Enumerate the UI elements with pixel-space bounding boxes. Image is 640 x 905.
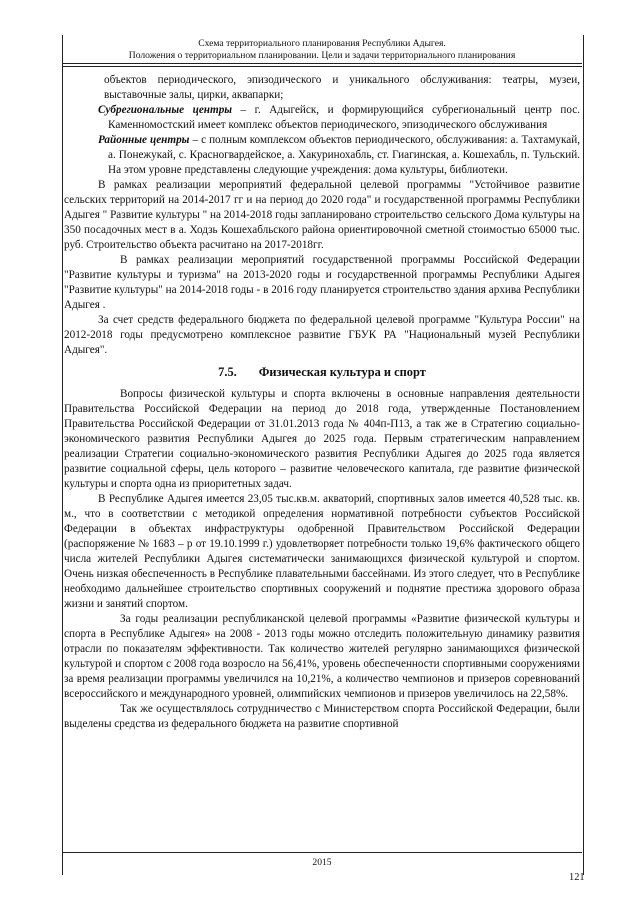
subregional-centers-term: Субрегиональные центры xyxy=(98,104,233,116)
paragraph-sport-facilities: В Республике Адыгея имеется 23,05 тыс.кв.м. акваторий, спортивных залов имеется 40,528 тыс. кв. м., что в соответствии с методикой определения нормативной потребности субъектов Российской Федерации в объектах инфраструктуры одобренной Правительством Российской Федерации (распоряжение № 1683 – р от 19.10.1999 г.) удовлетворяет потребности только 19,6% фактического общего числа жителей Республики Адыгея систематически занимающихся физической культурой и спортом. Очень низкая обеспеченность в Республике плавательными бассейнами. Из этого следует, что в Республике необходимо дальнейшее строительство спортивных сооружений и поднятие престижа здорового образа жизни и занятий спортом. xyxy=(64,493,580,610)
paragraph-state-program: В рамках реализации мероприятий государственной программы Российской Федерации "Развитие культуры и туризма" на 2013-2020 годы и государственной программы Республики Адыгея "Развитие культуры" на 2014-2018 годы - в 2016 году планируется строительство здания архива Республики Адыгея . xyxy=(64,254,580,311)
header-rule xyxy=(62,63,582,64)
paragraph-federal-budget: За счет средств федерального бюджета по федеральной целевой программе "Культура России" на 2012-2018 годы предусмотрено комплексное развитие ГБУК РА "Национальный музей Республики Адыгея". xyxy=(64,314,580,356)
footer-year: 2015 xyxy=(312,857,332,868)
district-centers-item xyxy=(64,133,580,178)
footer-rule xyxy=(62,852,582,853)
subregional-centers-text: – г. Адыгейск, и формирующийся субрегиональный центр пос. Каменномостский имеет комплекс объектов периодического, эпизодического обслуживания xyxy=(108,104,581,131)
running-header xyxy=(62,38,582,62)
section-heading xyxy=(64,363,580,381)
header-line-2: Положения о территориальном планировании. Цели и задачи территориального планирования xyxy=(128,50,516,61)
page-body xyxy=(64,73,580,732)
district-centers-term: Районные центры xyxy=(98,134,190,146)
header-line-1: Схема территориального планирования Республики Адыгея. xyxy=(198,38,446,49)
paragraph-continuation: объектов периодического, эпизодического и уникального обслуживания: театры, музеи, выставочные залы, цирки, аквапарки; xyxy=(104,74,580,101)
header-rule-double xyxy=(62,66,582,67)
section-number: 7.5. xyxy=(218,365,237,379)
paragraph-sport-cooperation: Так же осуществлялось сотрудничество с Министерством спорта Российской Федерации, были выделены средства из федерального бюджета на развитие спортивной xyxy=(64,703,580,730)
subregional-centers-item xyxy=(64,103,580,133)
section-title: Физическая культура и спорт xyxy=(258,365,426,379)
paragraph-federal-program: В рамках реализации мероприятий федеральной целевой программы "Устойчивое развитие сельских территорий на 2014-2017 гг и на период до 2020 года" и государственной программы Республики Адыгея " Развитие культуры " на 2014-2018 годы запланировано строительство сельского Дома культуры на 350 посадочных мест в а. Ходзь Кошехабльского района ориентировочной сметной стоимостью 65000 тыс. руб. Строительство объекта расчитано на 2017-2018гг. xyxy=(64,179,580,251)
page-number: 121 xyxy=(569,872,585,883)
paragraph-sport-program: За годы реализации республиканской целевой программы «Развитие физической культуры и спорта в Республике Адыгея» на 2008 - 2013 годы можно отследить положительную динамику развития отрасли по показателям эффективности. Так количество жителей регулярно занимающихся физической культурой и спортом с 2008 года возросло на 56,41%, уровень обеспеченности спортивными сооружениями за время реализации программы увеличился на 10,21%, а количество чемпионов и призеров соревнований всероссийского и международного уровней, олимпийских чемпионов и призеров увеличилось на 22,58%. xyxy=(64,613,580,700)
district-centers-text: – с полным комплексом объектов периодического, обслуживания: а. Тахтамукай, а. Понежукай, с. Красногвардейское, а. Хакуринохабль, ст. Гиагинская, а. Кошехабль, п. Тульский. На этом уровне представлены следующие учреждения: дома культуры, библиотеки. xyxy=(108,134,580,176)
paragraph-sport-directions: Вопросы физической культуры и спорта включены в основные направления деятельности Правительства Российской Федерации на период до 2018 года, утвержденные Постановлением Правительства Российской Федерации от 31.01.2013 года № 404п-П13, а так же в Стратегию социально-экономического развития Республики Адыгея до 2025 года. Первым стратегическим направлением реализации Стратегии социально-экономического развития Республики Адыгея до 2025 года является развитие социальной сферы, цель которого – развитие человеческого капитала, где развитие физической культуры и спорта одна из приоритетных задач. xyxy=(64,388,580,490)
